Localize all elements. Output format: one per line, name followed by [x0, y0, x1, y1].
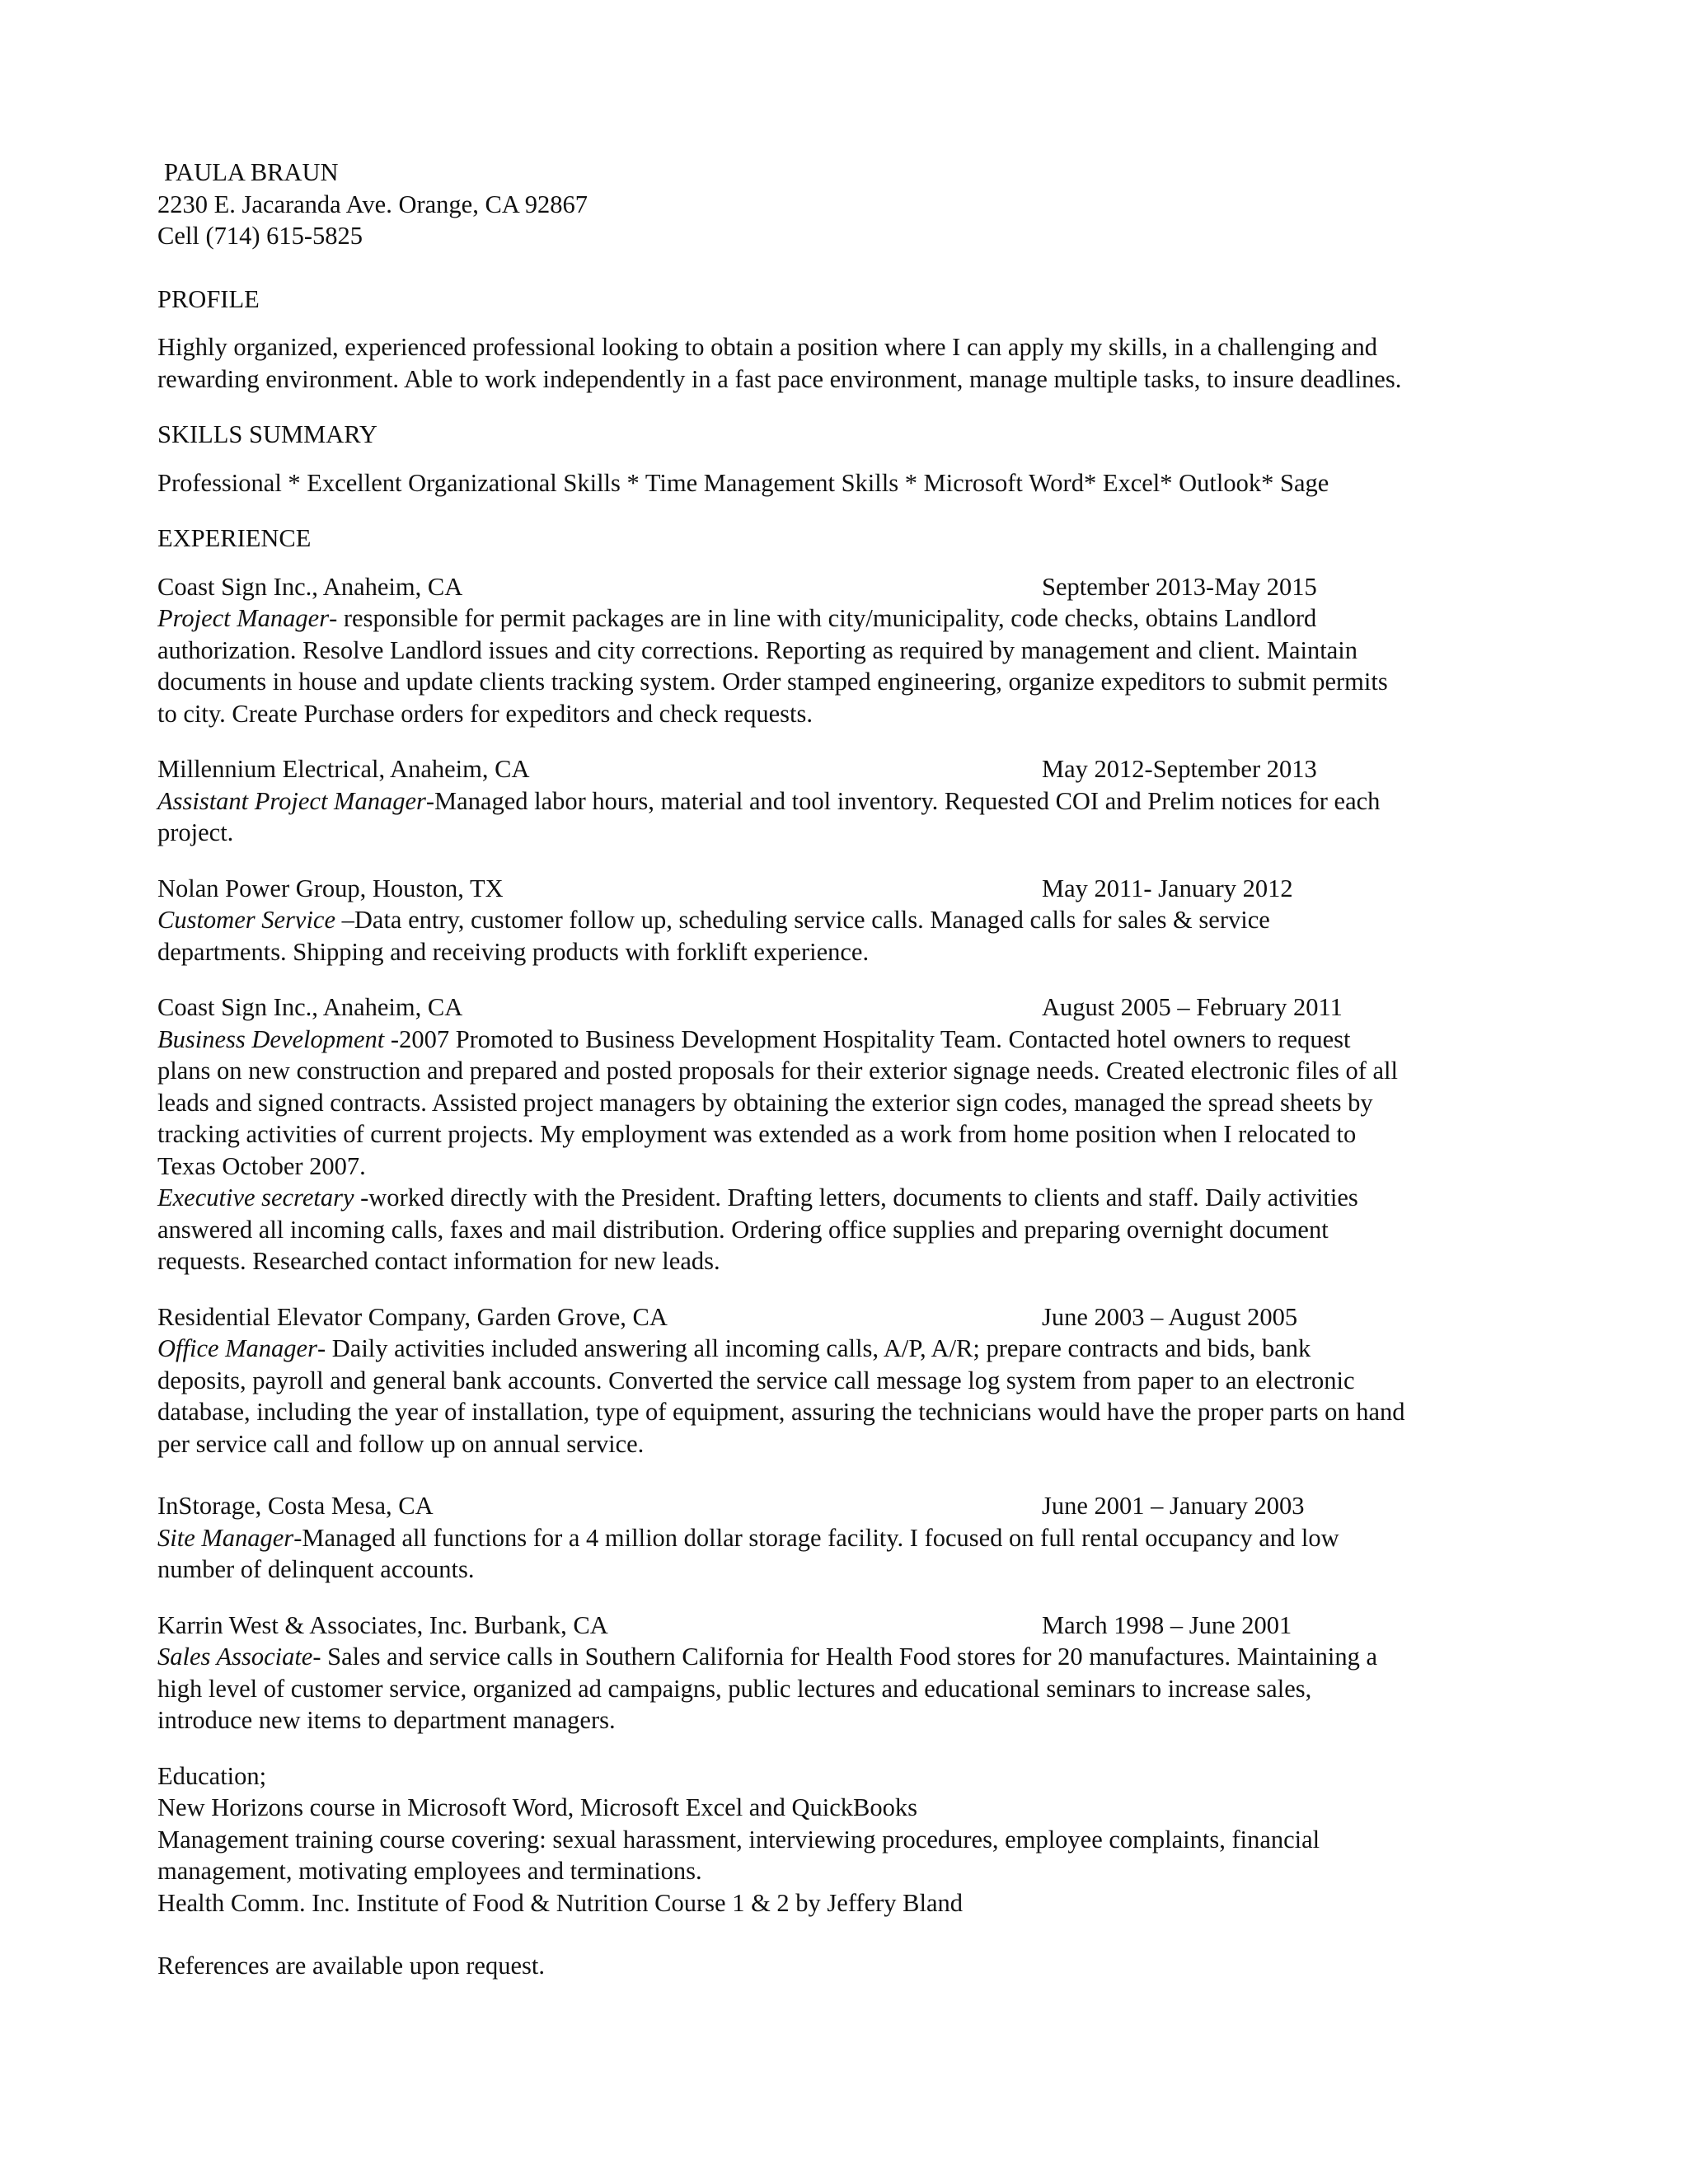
education-line: management, motivating employees and terminations. [157, 1857, 702, 1885]
job-role: Project Manager [157, 604, 330, 632]
job-text: -worked directly with the President. Drafting letters, documents to clients and staff. Daily activities [354, 1183, 1358, 1212]
job-dates: May 2012-September 2013 [1042, 755, 1317, 783]
profile-line: Highly organized, experienced professional looking to obtain a position where I can apply my skills, in a challenging and [157, 333, 1378, 361]
job-line: plans on new construction and prepared and posted proposals for their exterior signage needs. Created electronic files of all [157, 1057, 1398, 1085]
job-line: project. [157, 818, 234, 846]
job-line: high level of customer service, organized ad campaigns, public lectures and educational seminars to increase sales, [157, 1674, 1312, 1703]
job-text: - Daily activities included answering all incoming calls, A/P, A/R; prepare contracts and bids, bank [316, 1334, 1311, 1362]
skills-section [157, 419, 1542, 499]
job-company: Coast Sign Inc., Anaheim, CA [157, 993, 463, 1021]
job-line [157, 602, 1542, 635]
profile-line: rewarding environment. Able to work independently in a fast pace environment, manage multiple tasks, to insure deadlines. [157, 364, 1402, 393]
job-dates: May 2011- January 2012 [1042, 874, 1293, 902]
job-description [157, 1024, 1542, 1277]
references-note: References are available upon request. [157, 1952, 545, 1980]
job-header [157, 873, 1542, 905]
education-line: Health Comm. Inc. Institute of Food & Nutrition Course 1 & 2 by Jeffery Bland [157, 1888, 964, 1917]
job-line: number of delinquent accounts. [157, 1555, 475, 1583]
job-entry [157, 991, 1542, 1277]
job-line [157, 1024, 1542, 1056]
job-header [157, 753, 1542, 785]
job-role: Business Development [157, 1024, 385, 1053]
job-role: Sales Associate [157, 1643, 313, 1671]
job-line: deposits, payroll and general bank accounts. Converted the service call message log system from paper to an electronic [157, 1366, 1355, 1394]
job-description [157, 1522, 1542, 1586]
experience-section [157, 523, 1542, 1736]
job-description [157, 785, 1542, 849]
job-entry [157, 753, 1542, 849]
job-line [157, 1522, 1542, 1554]
job-text: -2007 Promoted to Business Development Hospitality Team. Contacted hotel owners to request [384, 1024, 1351, 1053]
job-line: authorization. Resolve Landlord issues and city corrections. Reporting as required by management and client. Maintain [157, 635, 1357, 664]
job-dates: March 1998 – June 2001 [1042, 1610, 1292, 1639]
job-header [157, 1610, 1542, 1642]
job-role: Office Manager [157, 1334, 317, 1362]
job-company: Residential Elevator Company, Garden Grove, CA [157, 1302, 668, 1331]
education-section [157, 1760, 1542, 1919]
skills-heading: SKILLS SUMMARY [157, 420, 377, 448]
job-description [157, 602, 1542, 729]
job-header [157, 571, 1542, 603]
education-heading: Education; [157, 1761, 267, 1790]
job-role: Customer Service [157, 906, 335, 934]
job-line [157, 1333, 1542, 1365]
job-line: answered all incoming calls, faxes and mail distribution. Ordering office supplies and preparing overnight document [157, 1215, 1329, 1244]
skills-text: Professional * Excellent Organizational Skills * Time Management Skills * Microsoft Word* Excel* Outlook* Sage [157, 468, 1329, 497]
job-role: Assistant Project Manager [157, 786, 426, 815]
job-entry [157, 873, 1542, 968]
experience-heading: EXPERIENCE [157, 524, 312, 552]
job-text: - Sales and service calls in Southern California for Health Food stores for 20 manufactures. Maintaining a [312, 1643, 1378, 1671]
job-description [157, 1333, 1542, 1460]
job-line [157, 1182, 1542, 1214]
job-dates: August 2005 – February 2011 [1042, 993, 1343, 1021]
job-description [157, 1641, 1542, 1736]
education-line: Management training course covering: sexual harassment, interviewing procedures, employee complaints, financial [157, 1825, 1320, 1854]
profile-section [157, 284, 1542, 396]
education-line: New Horizons course in Microsoft Word, Microsoft Excel and QuickBooks [157, 1793, 917, 1821]
job-line: departments. Shipping and receiving products with forklift experience. [157, 937, 870, 966]
job-dates: September 2013-May 2015 [1042, 572, 1317, 601]
job-text: -Managed all functions for a 4 million dollar storage facility. I focused on full rental occupancy and low [293, 1523, 1339, 1552]
job-dates: June 2003 – August 2005 [1042, 1302, 1298, 1331]
job-entry [157, 1490, 1542, 1586]
candidate-name: PAULA BRAUN [164, 158, 339, 186]
job-line: to city. Create Purchase orders for expeditors and check requests. [157, 699, 813, 728]
job-company: Coast Sign Inc., Anaheim, CA [157, 572, 463, 601]
job-role: Site Manager [157, 1523, 294, 1552]
job-line: Texas October 2007. [157, 1151, 366, 1180]
job-header [157, 991, 1542, 1024]
job-line [157, 1641, 1542, 1673]
job-line: documents in house and update clients tracking system. Order stamped engineering, organize expeditors to submit permits [157, 668, 1388, 696]
job-header [157, 1490, 1542, 1522]
job-company: Millennium Electrical, Anaheim, CA [157, 755, 530, 783]
job-company: Karrin West & Associates, Inc. Burbank, CA [157, 1610, 608, 1639]
job-company: InStorage, Costa Mesa, CA [157, 1492, 434, 1520]
resume-header [157, 157, 1542, 252]
job-text: - responsible for permit packages are in line with city/municipality, code checks, obtains Landlord [329, 604, 1317, 632]
job-entry [157, 1610, 1542, 1736]
job-line [157, 904, 1542, 936]
address: 2230 E. Jacaranda Ave. Orange, CA 92867 [157, 190, 588, 218]
profile-text [157, 331, 1542, 395]
job-line: per service call and follow up on annual service. [157, 1429, 645, 1458]
phone: Cell (714) 615-5825 [157, 222, 363, 250]
job-entry [157, 571, 1542, 730]
job-line: requests. Researched contact information for new leads. [157, 1247, 720, 1275]
job-text: –Data entry, customer follow up, scheduling service calls. Managed calls for sales & service [335, 906, 1270, 934]
profile-heading: PROFILE [157, 284, 260, 313]
resume-page [157, 157, 1542, 1982]
job-text: -Managed labor hours, material and tool inventory. Requested COI and Prelim notices for each [425, 786, 1381, 815]
job-description [157, 904, 1542, 968]
job-line: database, including the year of installation, type of equipment, assuring the technicians would have the proper parts on hand [157, 1398, 1405, 1426]
job-header [157, 1301, 1542, 1333]
job-dates: June 2001 – January 2003 [1042, 1492, 1305, 1520]
job-company: Nolan Power Group, Houston, TX [157, 874, 504, 902]
job-line: introduce new items to department managers. [157, 1706, 616, 1734]
job-line: leads and signed contracts. Assisted project managers by obtaining the exterior sign codes, managed the spread sheets by [157, 1088, 1373, 1117]
job-entry [157, 1301, 1542, 1460]
job-line: tracking activities of current projects. My employment was extended as a work from home position when I relocated to [157, 1120, 1357, 1148]
job-role: Executive secretary [157, 1183, 354, 1212]
job-line [157, 785, 1542, 818]
